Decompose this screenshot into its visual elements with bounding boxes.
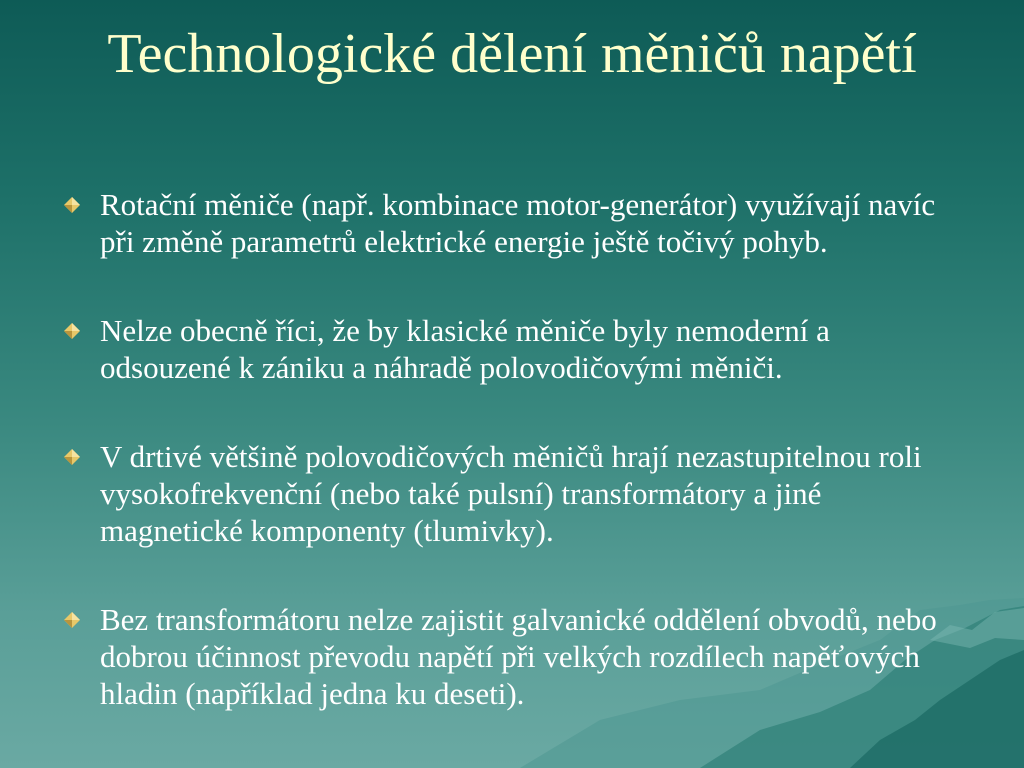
diamond-bullet-icon <box>64 323 80 339</box>
list-item <box>60 438 960 549</box>
diamond-bullet-icon <box>64 197 80 213</box>
bullet-text: Nelze obecně říci, že by klasické měniče byly nemoderní a odsouzené k zániku a náhradě polovodičovými měniči. <box>100 313 830 385</box>
diamond-bullet-icon <box>64 449 80 465</box>
bullet-text: Bez transformátoru nelze zajistit galvanické oddělení obvodů, nebo dobrou účinnost převodu napětí při velkých rozdílech napěťových hladin (například jedna ku deseti). <box>100 602 937 711</box>
diamond-bullet-icon <box>64 612 80 628</box>
slide-title: Technologické dělení měničů napětí <box>107 23 917 85</box>
list-item <box>60 312 960 386</box>
bullet-text: Rotační měniče (např. kombinace motor-generátor) využívají navíc při změně parametrů elektrické energie ještě točivý pohyb. <box>100 187 936 259</box>
list-item <box>60 601 960 712</box>
bullet-list <box>60 186 960 712</box>
list-item <box>60 186 960 260</box>
bullet-text: V drtivé většině polovodičových měničů hrají nezastupitelnou roli vysokofrekvenční (nebo také pulsní) transformátory a jiné magnetické komponenty (tlumivky). <box>100 439 922 548</box>
